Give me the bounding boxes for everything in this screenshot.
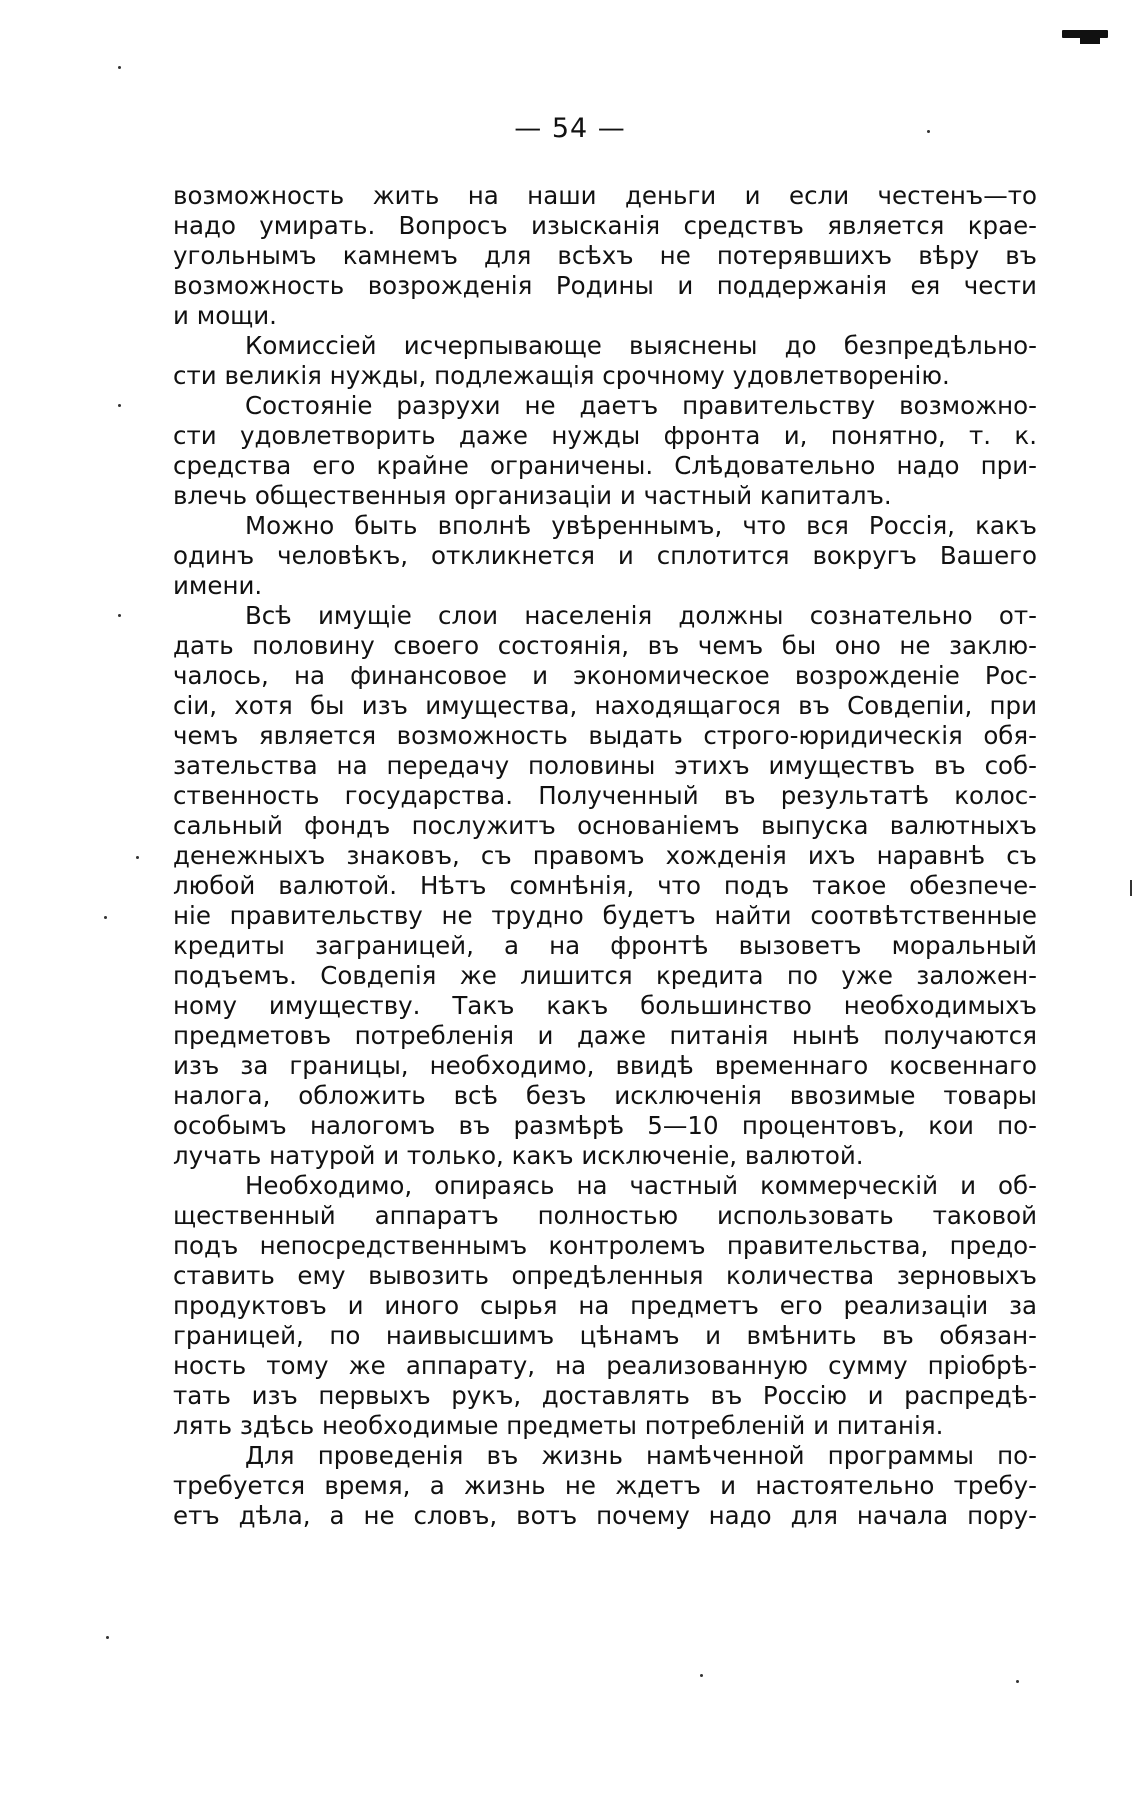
- text-line: ному имуществу. Такъ какъ большинство необходимыхъ: [173, 991, 1037, 1020]
- text-line: ность тому же аппарату, на реализованную сумму пріобрѣ-: [173, 1351, 1037, 1380]
- text-line: имени.: [173, 571, 263, 600]
- text-line: границей, по наивысшимъ цѣнамъ и вмѣнить въ обязан-: [173, 1321, 1037, 1350]
- scan-speck: [1016, 1680, 1019, 1683]
- page-number: — 54 —: [514, 113, 626, 144]
- body-text: [173, 181, 1037, 1531]
- scan-speck: [700, 1674, 703, 1677]
- text-line: зательства на передачу половины этихъ имуществъ въ соб-: [173, 751, 1037, 780]
- text-line: и мощи.: [173, 301, 277, 330]
- text-line: ніе правительству не трудно будетъ найти соотвѣтственные: [173, 901, 1037, 930]
- text-line: возможность возрожденія Родины и поддержанія ея чести: [173, 271, 1037, 300]
- text-line: Комиссіей исчерпывающе выяснены до безпредѣльно-: [245, 331, 1037, 360]
- text-line: денежныхъ знаковъ, съ правомъ хожденія ихъ наравнѣ съ: [173, 841, 1037, 870]
- text-line: требуется время, а жизнь не ждетъ и настоятельно требу-: [173, 1471, 1037, 1500]
- text-line: подъемъ. Совдепія же лишится кредита по уже заложен-: [173, 961, 1037, 990]
- text-line: сальный фондъ послужитъ основаніемъ выпуска валютныхъ: [173, 811, 1037, 840]
- text-line: средства его крайне ограничены. Слѣдовательно надо при-: [173, 451, 1037, 480]
- text-line: Можно быть вполнѣ увѣреннымъ, что вся Россія, какъ: [245, 511, 1037, 540]
- text-line: Для проведенія въ жизнь намѣченной программы по-: [245, 1441, 1037, 1470]
- scan-speck: [118, 404, 121, 407]
- text-line: подъ непосредственнымъ контролемъ правительства, предо-: [173, 1231, 1037, 1260]
- text-line: особымъ налогомъ въ размѣрѣ 5—10 процентовъ, кои по-: [173, 1111, 1037, 1140]
- text-line: Состояніе разрухи не даетъ правительству возможно-: [245, 391, 1037, 420]
- text-line: продуктовъ и иного сырья на предметъ его реализаціи за: [173, 1291, 1037, 1320]
- text-line: кредиты заграницей, а на фронтѣ вызоветъ моральный: [173, 931, 1037, 960]
- text-line: чемъ является возможность выдать строго-юридическія обя-: [173, 721, 1037, 750]
- text-line: изъ за границы, необходимо, ввидѣ временнаго косвеннаго: [173, 1051, 1037, 1080]
- text-line: налога, обложить всѣ безъ исключенія ввозимые товары: [173, 1081, 1037, 1110]
- scan-speck: [136, 856, 139, 859]
- text-line: Всѣ имущіе слои населенія должны сознательно от-: [245, 601, 1037, 630]
- text-line: возможность жить на наши деньги и если честенъ—то: [173, 181, 1037, 210]
- scan-speck: [106, 1636, 109, 1639]
- text-line: щественный аппаратъ полностью использовать таковой: [173, 1201, 1037, 1230]
- scan-speck: [118, 614, 121, 617]
- text-line: влечь общественныя организаціи и частный капиталъ.: [173, 481, 892, 510]
- text-line: лять здѣсь необходимые предметы потребленій и питанія.: [173, 1411, 944, 1440]
- scan-speck: [1130, 880, 1132, 896]
- text-line: любой валютой. Нѣтъ сомнѣнія, что подъ такое обезпече-: [173, 871, 1037, 900]
- text-line: надо умирать. Вопросъ изысканія средствъ является крае-: [173, 211, 1037, 240]
- text-line: сіи, хотя бы изъ имущества, находящагося въ Совдепіи, при: [173, 691, 1037, 720]
- text-line: лучать натурой и только, какъ исключеніе, валютой.: [173, 1141, 864, 1170]
- text-line: ственность государства. Полученный въ результатѣ колос-: [173, 781, 1037, 810]
- text-line: угольнымъ камнемъ для всѣхъ не потерявшихъ вѣру въ: [173, 241, 1037, 270]
- text-line: чалось, на финансовое и экономическое возрожденіе Рос-: [173, 661, 1037, 690]
- text-line: етъ дѣла, а не словъ, вотъ почему надо для начала пору-: [173, 1501, 1037, 1530]
- scan-corner-mark: [1062, 30, 1108, 38]
- scan-speck: [118, 66, 121, 69]
- text-line: предметовъ потребленія и даже питанія нынѣ получаются: [173, 1021, 1037, 1050]
- text-line: тать изъ первыхъ рукъ, доставлять въ Россію и распредѣ-: [173, 1381, 1037, 1410]
- text-line: Необходимо, опираясь на частный коммерческій и об-: [245, 1171, 1037, 1200]
- text-line: сти великія нужды, подлежащія срочному удовлетворенію.: [173, 361, 950, 390]
- text-line: одинъ человѣкъ, откликнется и сплотится вокругъ Вашего: [173, 541, 1037, 570]
- text-line: дать половину своего состоянія, въ чемъ бы оно не заклю-: [173, 631, 1037, 660]
- text-line: ставить ему вывозить опредѣленныя количества зерновыхъ: [173, 1261, 1037, 1290]
- scan-speck: [104, 916, 107, 919]
- text-line: сти удовлетворить даже нужды фронта и, понятно, т. к.: [173, 421, 1037, 450]
